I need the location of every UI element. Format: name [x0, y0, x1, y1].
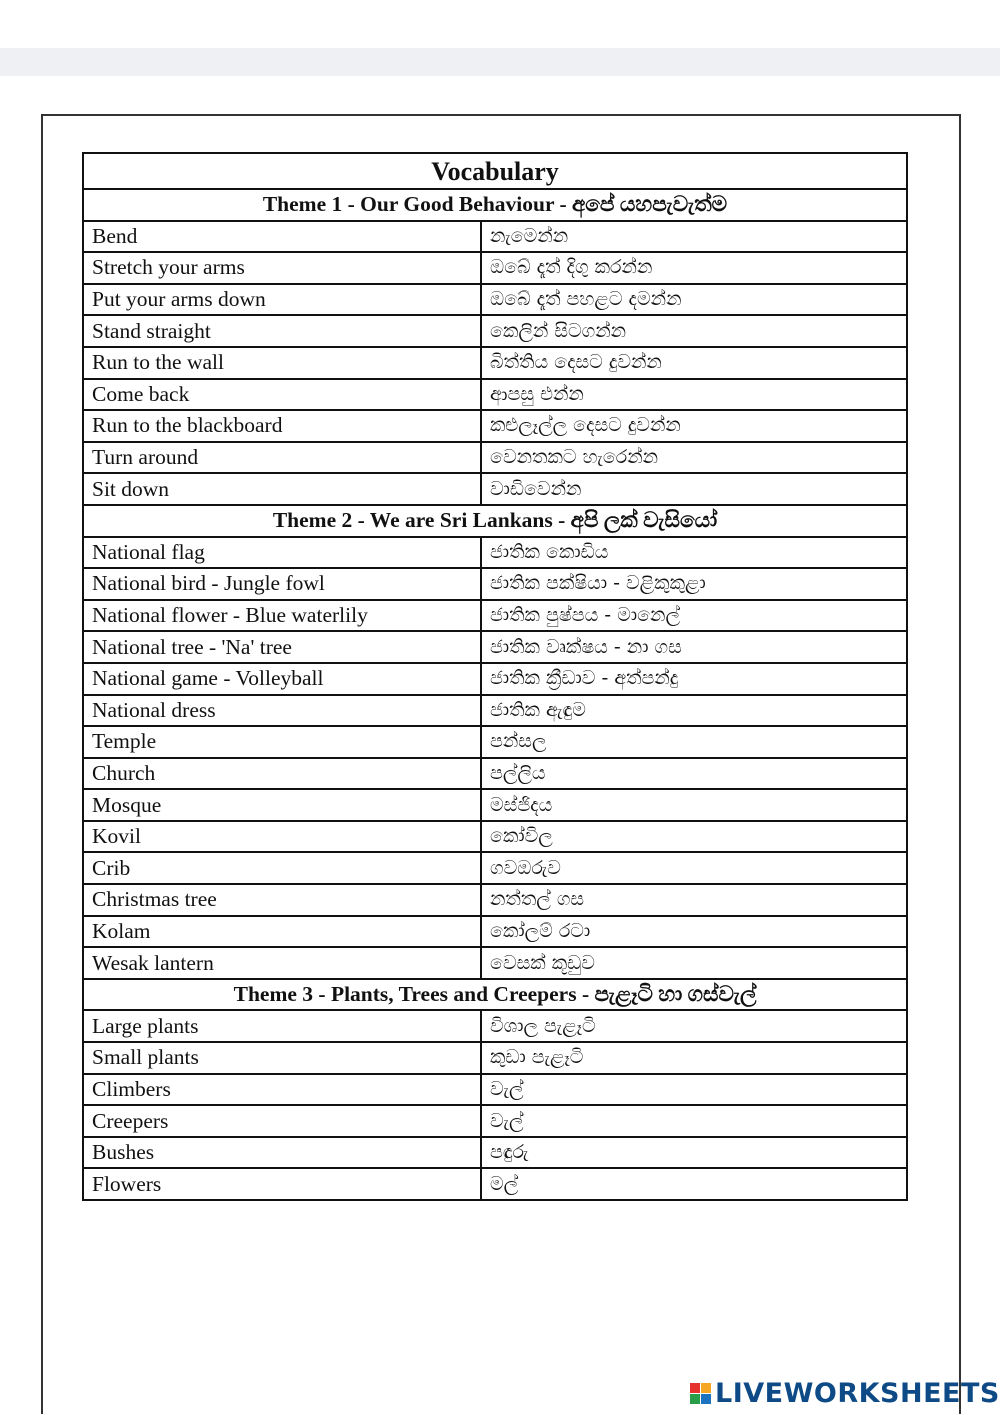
table-row: [83, 473, 907, 505]
table-row: [83, 600, 907, 632]
brand-name: LIVEWORKSHEETS: [715, 1378, 1000, 1409]
sinhala-term: මල්: [481, 1168, 907, 1200]
english-term: Climbers: [83, 1074, 481, 1106]
sinhala-term: වෙසක් කූඩුව: [481, 947, 907, 979]
table-row: [83, 221, 907, 253]
english-term: National tree - 'Na' tree: [83, 631, 481, 663]
sinhala-term: ජාතික පක්ෂියා - වළිකුකුළා: [481, 568, 907, 600]
english-term: Stand straight: [83, 315, 481, 347]
english-term: National bird - Jungle fowl: [83, 568, 481, 600]
english-term: National game - Volleyball: [83, 663, 481, 695]
english-term: Sit down: [83, 473, 481, 505]
table-row: [83, 1010, 907, 1042]
table-row: [83, 1074, 907, 1106]
top-toolbar-strip: [0, 48, 1000, 76]
english-term: Large plants: [83, 1010, 481, 1042]
table-row: [83, 315, 907, 347]
sinhala-term: නැමෙන්න: [481, 221, 907, 253]
theme-heading-row: [83, 979, 907, 1011]
english-term: Kolam: [83, 916, 481, 948]
sinhala-term: ආපසු එන්න: [481, 379, 907, 411]
table-row: [83, 947, 907, 979]
english-term: Mosque: [83, 789, 481, 821]
table-row: [83, 663, 907, 695]
table-row: [83, 852, 907, 884]
sinhala-term: කුඩා පැළෑටි: [481, 1042, 907, 1074]
english-term: Turn around: [83, 442, 481, 474]
sinhala-term: වැල්: [481, 1105, 907, 1137]
sinhala-term: කළුලෑල්ල දෙසට දුවන්න: [481, 410, 907, 442]
sinhala-term: ඔබේ දෑත් දිගු කරන්න: [481, 252, 907, 284]
table-row: [83, 1168, 907, 1200]
theme-heading-row: [83, 189, 907, 221]
sinhala-term: පන්සල: [481, 726, 907, 758]
sinhala-term: ජාතික පුෂ්පය - මානෙල්: [481, 600, 907, 632]
english-term: Temple: [83, 726, 481, 758]
theme-heading: Theme 1 - Our Good Behaviour - අපේ යහපැවැත්ම: [83, 189, 907, 221]
english-term: Put your arms down: [83, 284, 481, 316]
theme-heading-row: [83, 505, 907, 537]
english-term: National flower - Blue waterlily: [83, 600, 481, 632]
sinhala-term: මස්ජිදය: [481, 789, 907, 821]
table-row: [83, 821, 907, 853]
sinhala-term: ජාතික වෘක්ෂය - නා ගස: [481, 631, 907, 663]
sinhala-term: කෙලින් සිටගන්න: [481, 315, 907, 347]
table-row: [83, 916, 907, 948]
sinhala-term: බිත්තිය දෙසට දුවන්න: [481, 347, 907, 379]
sinhala-term: ජාතික කොඩිය: [481, 537, 907, 569]
sinhala-term: ගවඔරුව: [481, 852, 907, 884]
table-row: [83, 695, 907, 727]
english-term: Small plants: [83, 1042, 481, 1074]
sinhala-term: නත්තල් ගස: [481, 884, 907, 916]
sinhala-term: වැල්: [481, 1074, 907, 1106]
english-term: Come back: [83, 379, 481, 411]
sinhala-term: පල්ලිය: [481, 758, 907, 790]
sinhala-term: පඳුරු: [481, 1137, 907, 1169]
table-row: [83, 631, 907, 663]
english-term: Crib: [83, 852, 481, 884]
table-row: [83, 758, 907, 790]
sinhala-term: කෝලම් රටා: [481, 916, 907, 948]
sinhala-term: විශාල පැළෑටි: [481, 1010, 907, 1042]
page-title: Vocabulary: [83, 153, 907, 189]
english-term: Kovil: [83, 821, 481, 853]
table-row: [83, 1042, 907, 1074]
table-row: [83, 442, 907, 474]
english-term: Stretch your arms: [83, 252, 481, 284]
brand-squares-icon: [690, 1383, 711, 1404]
table-row: [83, 379, 907, 411]
english-term: National flag: [83, 537, 481, 569]
english-term: Wesak lantern: [83, 947, 481, 979]
sinhala-term: ජාතික ඇඳුම: [481, 695, 907, 727]
english-term: Bushes: [83, 1137, 481, 1169]
table-row: [83, 726, 907, 758]
english-term: Creepers: [83, 1105, 481, 1137]
english-term: Church: [83, 758, 481, 790]
english-term: Flowers: [83, 1168, 481, 1200]
table-row: [83, 884, 907, 916]
table-row: [83, 789, 907, 821]
sinhala-term: කෝවිල: [481, 821, 907, 853]
table-row: [83, 347, 907, 379]
table-row: [83, 284, 907, 316]
sinhala-term: වාඩිවෙන්න: [481, 473, 907, 505]
vocabulary-table: [82, 152, 908, 1201]
theme-heading: Theme 2 - We are Sri Lankans - අපි ලක් වැසියෝ: [83, 505, 907, 537]
sinhala-term: ඔබේ දෑත් පහළට දමන්න: [481, 284, 907, 316]
theme-heading: Theme 3 - Plants, Trees and Creepers - පැළෑටි හා ගස්වැල්: [83, 979, 907, 1011]
sinhala-term: වෙනතකට හැරෙන්න: [481, 442, 907, 474]
sinhala-term: ජාතික ක්‍රීඩාව - අත්පන්දු: [481, 663, 907, 695]
table-row: [83, 252, 907, 284]
english-term: Run to the blackboard: [83, 410, 481, 442]
title-row: [83, 153, 907, 189]
english-term: National dress: [83, 695, 481, 727]
liveworksheets-logo[interactable]: [690, 1378, 1000, 1409]
table-row: [83, 1137, 907, 1169]
table-row: [83, 568, 907, 600]
english-term: Run to the wall: [83, 347, 481, 379]
english-term: Christmas tree: [83, 884, 481, 916]
table-row: [83, 410, 907, 442]
table-row: [83, 537, 907, 569]
table-row: [83, 1105, 907, 1137]
english-term: Bend: [83, 221, 481, 253]
